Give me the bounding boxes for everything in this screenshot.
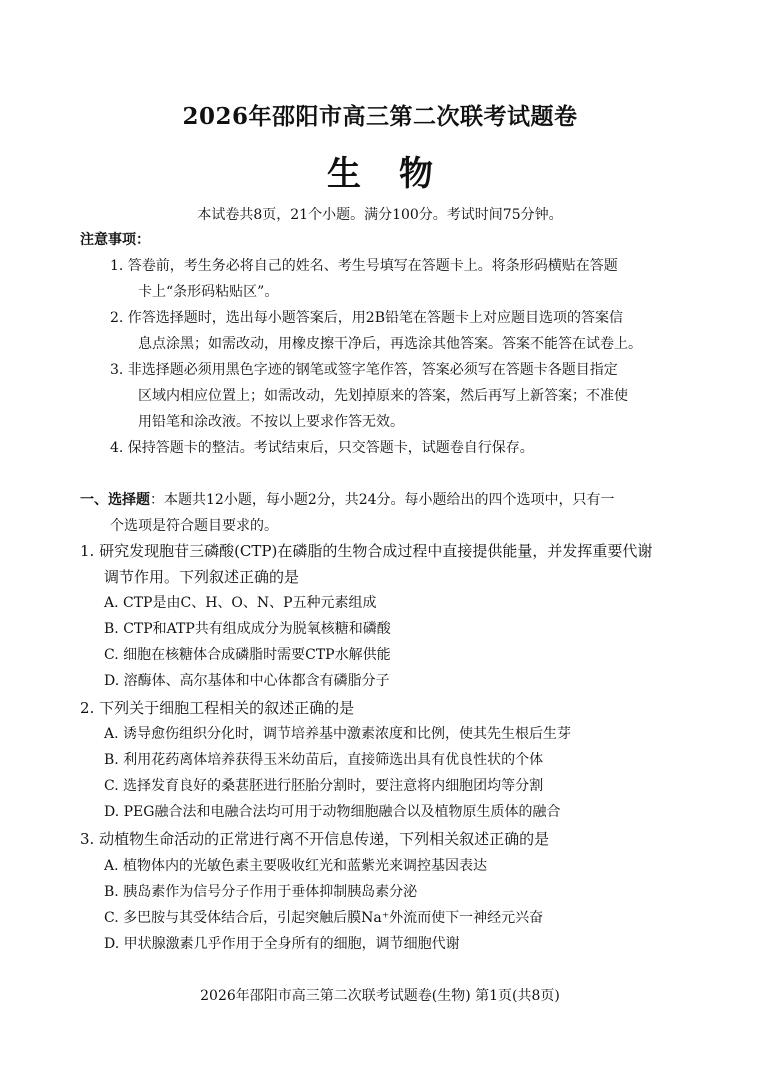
note-line: 4. 保持答题卡的整洁。考试结束后，只交答题卡，试题卷自行保存。 (110, 440, 534, 456)
section-desc: ：本题共12小题，每小题2分，共24分。每小题给出的四个选项中，只有一 (150, 492, 615, 508)
option: B. 胰岛素作为信号分子作用于垂体抑制胰岛素分泌 (104, 884, 418, 900)
note-line: 区域内相应位置上；如需改动，先划掉原来的答案，然后再写上新答案；不准使 (138, 388, 628, 404)
section-desc-cont: 个选项是符合题目要求的。 (110, 518, 278, 534)
option: C. 多巴胺与其受体结合后，引起突触后膜Na⁺外流而使下一神经元兴奋 (104, 910, 544, 926)
page-title: 2026年邵阳市高三第二次联考试题卷 (182, 103, 578, 130)
option: B. CTP和ATP共有组成成分为脱氧核糖和磷酸 (104, 621, 391, 637)
note-line: 1. 答卷前，考生务必将自己的姓名、考生号填写在答题卡上。将条形码横贴在答题 (110, 258, 618, 274)
page-footer: 2026年邵阳市高三第二次联考试题卷(生物) 第1页(共8页) (200, 988, 560, 1004)
note-line: 息点涂黑；如需改动，用橡皮擦干净后，再选涂其他答案。答案不能答在试卷上。 (138, 336, 642, 352)
note-line: 3. 非选择题必须用黑色字迹的钢笔或签字笔作答，答案必须写在答题卡各题目指定 (110, 362, 618, 378)
option: D. PEG融合法和电融合法均可用于动物细胞融合以及植物原生质体的融合 (104, 804, 561, 820)
option: C. 细胞在核糖体合成磷脂时需要CTP水解供能 (104, 647, 391, 663)
question-stem: 2. 下列关于细胞工程相关的叙述正确的是 (80, 699, 355, 717)
option: D. 溶酶体、高尔基体和中心体都含有磷脂分子 (104, 673, 390, 689)
option: A. 植物体内的光敏色素主要吸收红光和蓝紫光来调控基因表达 (104, 858, 488, 874)
subject-title: 生物 (327, 154, 471, 194)
note-line: 用铅笔和涂改液。不按以上要求作答无效。 (138, 414, 404, 430)
question-stem: 3. 动植物生命活动的正常进行离不开信息传递，下列相关叙述正确的是 (80, 830, 550, 848)
option: A. CTP是由C、H、O、N、P五种元素组成 (104, 595, 377, 611)
question-stem: 1. 研究发现胞苷三磷酸(CTP)在磷脂的生物合成过程中直接提供能量，并发挥重要代谢 (80, 542, 653, 560)
note-line: 卡上“条形码粘贴区”。 (138, 284, 279, 300)
section-heading: 一、选择题 (80, 492, 150, 508)
notes-heading: 注意事项： (80, 232, 150, 248)
exam-info: 本试卷共8页，21个小题。满分100分。考试时间75分钟。 (197, 207, 563, 223)
option: C. 选择发育良好的桑葚胚进行胚胎分割时，要注意将内细胞团均等分割 (104, 778, 544, 794)
option: A. 诱导愈伤组织分化时，调节培养基中激素浓度和比例，使其先生根后生芽 (104, 726, 572, 742)
option: B. 利用花药离体培养获得玉米幼苗后，直接筛选出具有优良性状的个体 (104, 752, 544, 768)
option: D. 甲状腺激素几乎作用于全身所有的细胞，调节细胞代谢 (104, 936, 460, 952)
note-line: 2. 作答选择题时，选出每小题答案后，用2B铅笔在答题卡上对应题目选项的答案信 (110, 310, 624, 326)
section-intro (80, 490, 615, 510)
question-stem-cont: 调节作用。下列叙述正确的是 (104, 568, 300, 586)
